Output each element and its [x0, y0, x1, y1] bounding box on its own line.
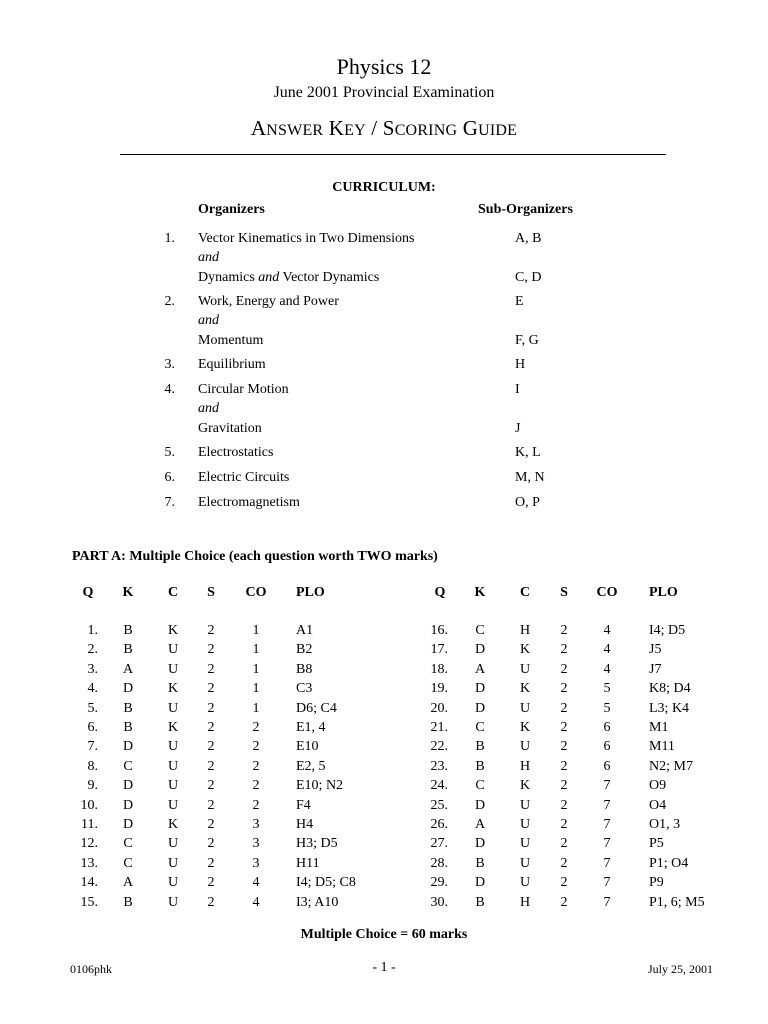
organizer-name-part: Vector Dynamics [279, 269, 380, 285]
plo-reference: J5 [649, 642, 662, 658]
score: 2 [560, 797, 568, 813]
question-number: 21. [430, 720, 448, 735]
plo-reference: D6; C4 [296, 700, 337, 716]
cognitive-level: U [167, 700, 179, 716]
cognitive-level: U [519, 836, 531, 852]
answer-key: A [122, 875, 134, 891]
sub-organizer-codes: I [515, 382, 520, 397]
cognitive-level: U [167, 642, 179, 658]
score: 2 [560, 661, 568, 677]
cognitive-level: H [519, 894, 531, 910]
score: 2 [560, 758, 568, 774]
curriculum-organizer: 4 [252, 894, 260, 910]
score: 2 [207, 661, 215, 677]
plo-reference: E2, 5 [296, 758, 326, 774]
plo-reference: P5 [649, 836, 664, 852]
question-number: 19. [430, 681, 448, 697]
question-number: 26. [430, 817, 448, 832]
score: 2 [207, 720, 215, 735]
curriculum-heading: CURRICULUM: [332, 180, 436, 195]
cognitive-level: U [519, 661, 531, 677]
curriculum-organizer: 6 [603, 758, 611, 774]
curriculum-organizer: 2 [252, 720, 260, 735]
question-number: 11. [81, 817, 98, 832]
organizer-number: 3. [164, 357, 175, 372]
page-title: Physics 12 [336, 54, 432, 79]
organizer-and: and [198, 401, 219, 417]
plo-reference: K8; D4 [649, 681, 691, 697]
sub-organizer-codes: H [515, 357, 526, 372]
organizers-label: Organizers [198, 202, 265, 217]
plo-reference: H11 [296, 855, 320, 871]
question-number: 30. [430, 894, 448, 910]
answer-key: D [122, 739, 134, 755]
score: 2 [207, 739, 215, 755]
question-number: 8. [87, 758, 98, 774]
cognitive-level: U [519, 855, 531, 871]
question-number: 15. [80, 894, 98, 910]
column-header-k-right: K [474, 585, 486, 600]
plo-reference: H3; D5 [296, 836, 338, 852]
organizer-name: Vector Kinematics in Two Dimensions [198, 231, 415, 246]
score: 2 [560, 894, 568, 910]
sub-organizer-codes: A, B [515, 231, 542, 246]
answer-key: D [474, 875, 486, 891]
score: 2 [560, 623, 568, 638]
curriculum-organizer: 2 [252, 758, 260, 774]
score: 2 [560, 739, 568, 755]
curriculum-organizer: 3 [252, 836, 260, 852]
curriculum-organizer: 7 [603, 855, 611, 871]
plo-reference: A1 [296, 623, 314, 638]
score: 2 [207, 681, 215, 697]
score: 2 [560, 720, 568, 735]
cognitive-level: U [167, 778, 179, 794]
question-number: 22. [430, 739, 448, 755]
score: 2 [560, 817, 568, 832]
question-number: 13. [80, 855, 98, 871]
answer-key: B [475, 894, 485, 910]
score: 2 [560, 681, 568, 697]
organizer-number: 6. [164, 470, 175, 485]
plo-reference: N2; M7 [649, 758, 693, 774]
sub-organizer-codes: C, D [515, 269, 542, 285]
column-header-plo-left: PLO [296, 585, 325, 600]
organizer-number: 7. [164, 495, 175, 510]
cognitive-level: K [167, 681, 179, 697]
answer-key: D [122, 797, 134, 813]
column-header-c-left: C [167, 585, 179, 600]
sub-organizer-codes: E [515, 294, 524, 309]
cognitive-level: U [167, 875, 179, 891]
organizer-number: 5. [164, 445, 175, 460]
plo-reference: P1, 6; M5 [649, 894, 705, 910]
cognitive-level: K [519, 642, 531, 658]
column-header-plo-right: PLO [649, 585, 678, 600]
answer-key: B [123, 700, 133, 716]
answer-key: B [123, 642, 133, 658]
answer-key: D [122, 681, 134, 697]
cognitive-level: U [167, 661, 179, 677]
score: 2 [207, 700, 215, 716]
cognitive-level: U [167, 836, 179, 852]
question-number: 24. [430, 778, 448, 794]
plo-reference: E10; N2 [296, 778, 344, 794]
cognitive-level: U [519, 700, 531, 716]
question-number: 4. [87, 681, 98, 697]
plo-reference: O1, 3 [649, 817, 681, 832]
curriculum-organizer: 6 [603, 720, 611, 735]
score: 2 [560, 642, 568, 658]
question-number: 1. [87, 623, 98, 638]
question-number: 23. [430, 758, 448, 774]
column-header-k-left: K [122, 585, 134, 600]
plo-reference: P9 [649, 875, 664, 891]
cognitive-level: U [167, 797, 179, 813]
cognitive-level: K [519, 681, 531, 697]
answer-key: D [474, 836, 486, 852]
curriculum-organizer: 5 [603, 700, 611, 716]
curriculum-organizer: 4 [252, 875, 260, 891]
curriculum-organizer: 6 [603, 739, 611, 755]
answer-key: A [474, 661, 486, 677]
plo-reference: O9 [649, 778, 667, 794]
cognitive-level: K [167, 623, 179, 638]
answer-key: C [123, 836, 133, 852]
score: 2 [560, 875, 568, 891]
score: 2 [207, 642, 215, 658]
answer-key: D [474, 700, 486, 716]
organizer-and: and [198, 313, 219, 329]
question-number: 17. [430, 642, 448, 658]
question-number: 7. [87, 739, 98, 755]
sub-organizer-codes: M, N [515, 470, 545, 485]
answer-key: C [475, 778, 485, 794]
organizer-name: Equilibrium [198, 357, 266, 372]
answer-key: D [474, 681, 486, 697]
answer-key-heading: ANSWER KEY / SCORING GUIDE [250, 116, 518, 140]
curriculum-organizer: 3 [252, 817, 260, 832]
sub-organizer-codes: F, G [515, 332, 539, 348]
score: 2 [207, 875, 215, 891]
cognitive-level: H [519, 623, 531, 638]
curriculum-organizer: 7 [603, 894, 611, 910]
sub-organizer-codes: K, L [515, 445, 541, 460]
sub-organizer-codes: O, P [515, 495, 540, 510]
column-header-co-left: CO [245, 585, 267, 600]
organizer-name-part: Dynamics [198, 269, 259, 285]
answer-key: D [474, 642, 486, 658]
question-number: 27. [430, 836, 448, 852]
curriculum-organizer: 7 [603, 836, 611, 852]
curriculum-organizer: 7 [603, 817, 611, 832]
cognitive-level: K [167, 720, 179, 735]
plo-reference: F4 [296, 797, 311, 813]
curriculum-organizer: 2 [252, 778, 260, 794]
organizer-name: Electrostatics [198, 445, 274, 460]
sub-organizers-label: Sub-Organizers [478, 202, 573, 217]
question-number: 16. [430, 623, 448, 638]
answer-key: B [123, 623, 133, 638]
curriculum-organizer: 7 [603, 875, 611, 891]
cognitive-level: H [519, 758, 531, 774]
question-number: 28. [430, 855, 448, 871]
curriculum-organizer: 4 [603, 661, 611, 677]
organizer-name: Gravitation [198, 420, 262, 436]
question-number: 6. [87, 720, 98, 735]
sub-organizer-codes: J [515, 420, 521, 436]
score: 2 [207, 797, 215, 813]
column-header-s-left: S [207, 585, 215, 600]
curriculum-organizer: 3 [252, 855, 260, 871]
plo-reference: I4; D5; C8 [296, 875, 356, 891]
score: 2 [560, 778, 568, 794]
plo-reference: I3; A10 [296, 894, 339, 910]
score: 2 [560, 855, 568, 871]
exam-subtitle: June 2001 Provincial Examination [273, 84, 495, 101]
answer-key: C [475, 623, 485, 638]
answer-key: B [475, 758, 485, 774]
column-header-c-right: C [519, 585, 531, 600]
plo-reference: B2 [296, 642, 313, 658]
cognitive-level: K [519, 720, 531, 735]
plo-reference: I4; D5 [649, 623, 686, 638]
question-number: 3. [87, 661, 98, 677]
part-a-heading: PART A: Multiple Choice (each question worth TWO marks) [72, 549, 438, 564]
cognitive-level: U [167, 894, 179, 910]
answer-key: B [123, 720, 133, 735]
answer-key: A [122, 661, 134, 677]
curriculum-organizer: 2 [252, 797, 260, 813]
answer-key: C [123, 855, 133, 871]
cognitive-level: U [519, 875, 531, 891]
question-number: 14. [80, 875, 98, 891]
organizer-number: 4. [164, 382, 175, 397]
score: 2 [207, 894, 215, 910]
organizer-name: Electromagnetism [198, 495, 300, 510]
score: 2 [207, 778, 215, 794]
answer-key: B [475, 855, 485, 871]
plo-reference: B8 [296, 661, 313, 677]
plo-reference: O4 [649, 797, 667, 813]
score: 2 [207, 758, 215, 774]
question-number: 29. [430, 875, 448, 891]
cognitive-level: U [167, 758, 179, 774]
plo-reference: E1, 4 [296, 720, 326, 735]
organizer-name: Circular Motion [198, 382, 289, 397]
answer-key: B [475, 739, 485, 755]
score: 2 [207, 855, 215, 871]
column-header-s-right: S [560, 585, 568, 600]
plo-reference: E10 [296, 739, 319, 755]
organizer-name: Work, Energy and Power [198, 294, 339, 309]
question-number: 12. [80, 836, 98, 852]
organizer-name: Electric Circuits [198, 470, 290, 485]
answer-key: A [474, 817, 486, 832]
question-number: 18. [430, 661, 448, 677]
question-number: 25. [430, 797, 448, 813]
footer-date: July 25, 2001 [647, 962, 713, 976]
multiple-choice-total: Multiple Choice = 60 marks [300, 927, 468, 942]
header-divider [120, 154, 666, 155]
plo-reference: C3 [296, 681, 313, 697]
curriculum-organizer: 2 [252, 739, 260, 755]
question-number: 2. [87, 642, 98, 658]
organizer-number: 1. [164, 231, 175, 246]
cognitive-level: U [519, 739, 531, 755]
question-number: 10. [80, 797, 98, 813]
plo-reference: J7 [649, 661, 662, 677]
answer-key: B [123, 894, 133, 910]
question-number: 20. [430, 700, 448, 716]
column-header-co-right: CO [596, 585, 618, 600]
organizer-name [198, 270, 379, 286]
question-number: 9. [87, 778, 98, 794]
plo-reference: P1; O4 [649, 855, 689, 871]
organizer-and: and [258, 269, 280, 285]
plo-reference: L3; K4 [649, 700, 690, 716]
cognitive-level: K [519, 778, 531, 794]
organizer-and: and [198, 250, 219, 266]
answer-key: D [122, 817, 134, 832]
curriculum-organizer: 4 [603, 623, 611, 638]
curriculum-organizer: 7 [603, 797, 611, 813]
curriculum-organizer: 5 [603, 681, 611, 697]
cognitive-level: U [167, 739, 179, 755]
score: 2 [207, 623, 215, 638]
footer-code: 0106phk [70, 962, 112, 976]
answer-key: C [123, 758, 133, 774]
curriculum-organizer: 1 [252, 661, 260, 677]
curriculum-organizer: 4 [603, 642, 611, 658]
score: 2 [207, 817, 215, 832]
question-number: 5. [87, 700, 98, 716]
cognitive-level: U [519, 817, 531, 832]
score: 2 [207, 836, 215, 852]
cognitive-level: U [167, 855, 179, 871]
organizer-number: 2. [164, 294, 175, 309]
plo-reference: M1 [649, 720, 669, 735]
score: 2 [560, 836, 568, 852]
plo-reference: H4 [296, 817, 314, 832]
footer-page-number: - 1 - [372, 960, 396, 975]
curriculum-organizer: 1 [252, 642, 260, 658]
plo-reference: M11 [649, 739, 675, 755]
curriculum-organizer: 1 [252, 700, 260, 716]
column-header-q-right: Q [434, 585, 446, 600]
curriculum-organizer: 1 [252, 623, 260, 638]
cognitive-level: K [167, 817, 179, 832]
cognitive-level: U [519, 797, 531, 813]
column-header-q-left: Q [82, 585, 94, 600]
answer-key: C [475, 720, 485, 735]
score: 2 [560, 700, 568, 716]
answer-key: D [122, 778, 134, 794]
curriculum-organizer: 1 [252, 681, 260, 697]
curriculum-organizer: 7 [603, 778, 611, 794]
organizer-name: Momentum [198, 332, 264, 348]
answer-key: D [474, 797, 486, 813]
